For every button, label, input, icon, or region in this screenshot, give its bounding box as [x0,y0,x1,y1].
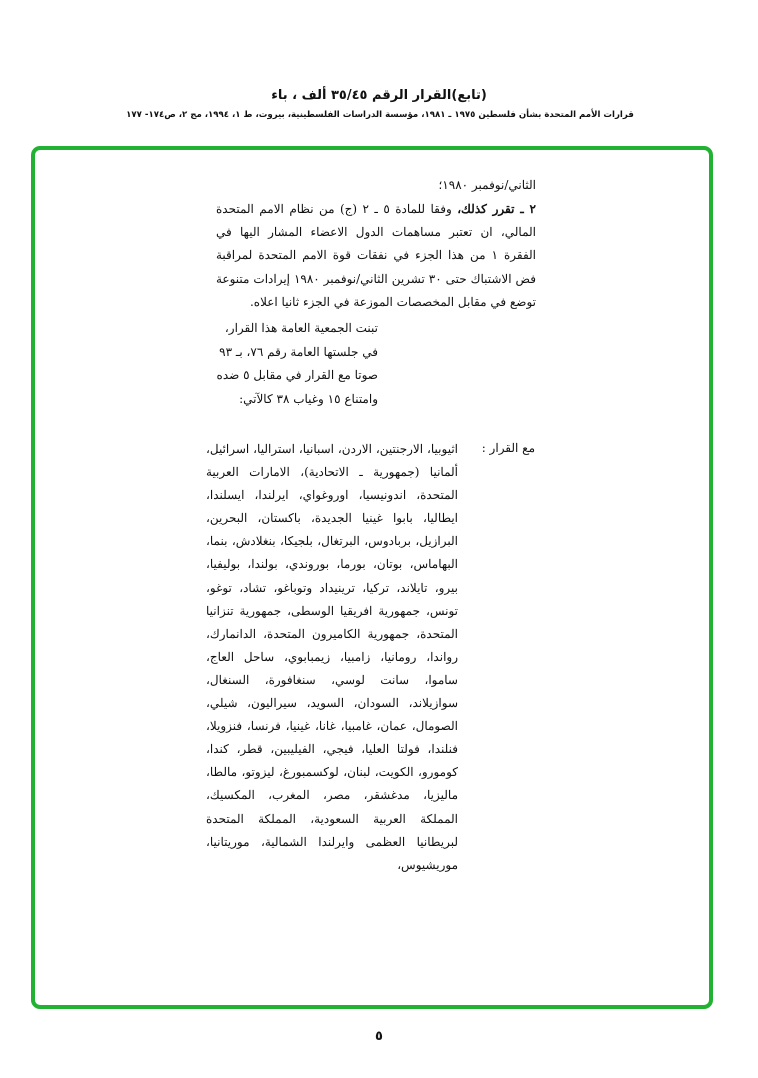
document-title: (تابع)القرار الرقم ٣٥/٤٥ ألف ، باء [271,88,487,103]
previous-paragraph-end: الثاني/نوفمبر ١٩٨٠؛ [438,178,536,192]
source-citation: قرارات الأمم المتحدة بشأن فلسطين ١٩٧٥ ـ ١٩٨١، مؤسسة الدراسات الفلسطينية، بيروت، ط ١، ١٩٩٤، مج ٢، ص١٧٤- ١٧٧ [126,110,634,120]
paragraph-2-text: وفقا للمادة ٥ ـ ٢ (ج) من نظام الامم المتحدة المالي، ان تعتبر مساهمات الدول الاعضاء المشار اليها في الفقرة ١ من هذا الجزء في نفقات قوة الامم المتحدة لمراقبة فض الاشتباك حتى ٣٠ تشرين الثاني/نوفمبر ١٩٨٠ إيرادات متنوعة توضع في مقابل المخصصات الموزعة في الجزء ثانيا اعلاه. [216,202,537,309]
page-number: ٥ [375,1029,383,1044]
paragraph-2 [216,198,536,314]
in-favour-countries: اثيوبيا، الارجنتين، الاردن، اسبانيا، استراليا، اسرائيل، ألمانيا (جمهورية ـ الاتحادية)، الامارات العربية المتحدة، اندونيسيا، اوروغواي، ايرلندا، ايسلندا، ايطاليا، بابوا غينيا الجديدة، باكستان، البحرين، البرازيل، بربادوس، البرتغال، بلجيكا، بنغلادش، بنما، البهاماس، بوتان، بورما، بوروندي، بولندا، بوليفيا، بيرو، تايلاند، تركيا، ترينيداد وتوباغو، تشاد، توغو، تونس، جمهورية افريقيا الوسطى، جمهورية تنزانيا المتحدة، جمهورية الكاميرون المتحدة، الدانمارك، رواندا، رومانيا، زامبيا، زيمبابوي، ساحل العاج، ساموا، سانت لوسي، سنغافورة، السنغال، سوازيلاند، السودان، السويد، سيراليون، شيلي، الصومال، عمان، غامبيا، غانا، غينيا، فرنسا، فنزويلا، فنلندا، فولتا العليا، فيجي، الفيليبين، قطر، كندا، كومورو، الكويت، لبنان، لوكسمبورغ، ليزوتو، مالطا، ماليزيا، مدغشقر، مصر، المغرب، المكسيك، المملكة العربية السعودية، المملكة المتحدة لبريطانيا العظمى وايرلندا الشمالية، موريتانيا، موريشيوس، [206,442,458,872]
vote-statement: تبنت الجمعية العامة هذا القرار، في جلستها العامة رقم ٧٦، بـ ٩٣ صوتا مع القرار في مقابل ٥ ضده وامتناع ١٥ وغياب ٣٨ كالآتي: [216,321,378,407]
paragraph-2-lead: ٢ ـ تقرر كذلك، [457,202,536,216]
in-favour-label: مع القرار : [481,441,535,455]
